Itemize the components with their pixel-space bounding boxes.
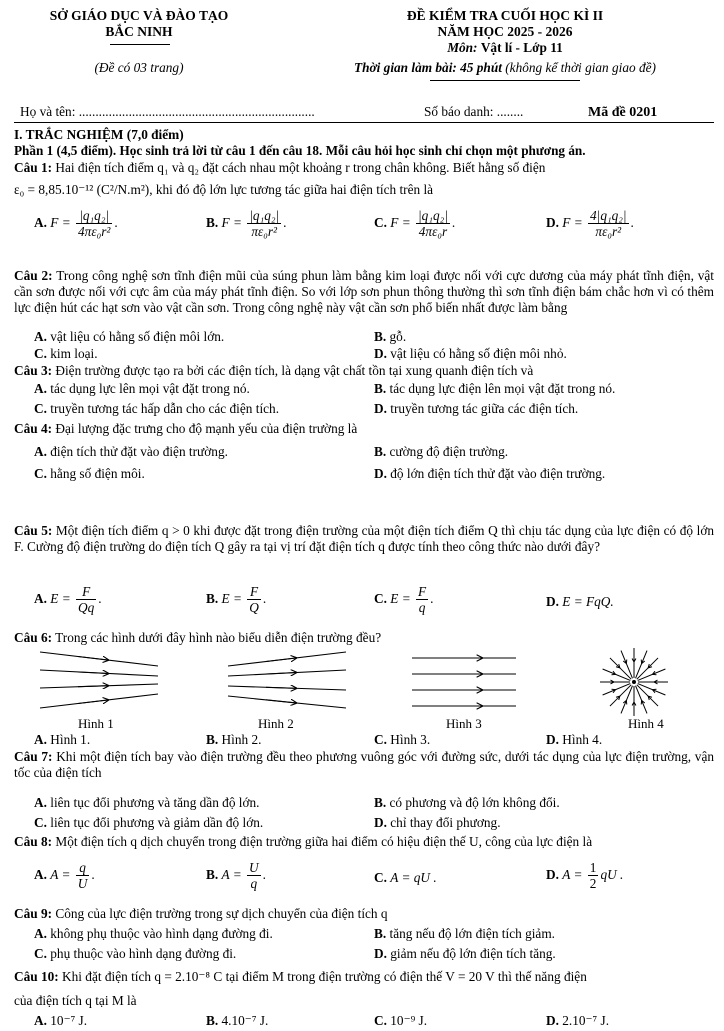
question-9	[14, 906, 714, 922]
q9-text: Công của lực điện trường trong sự dịch chuyển của điện tích q	[55, 906, 388, 921]
exam-code: Mã đề 0201	[588, 105, 658, 120]
q6-text: Trong các hình dưới đây hình nào biểu diễn điện trường đều?	[55, 630, 382, 645]
q2-option-b[interactable]: B. gỗ.	[374, 329, 407, 344]
q3-option-d[interactable]: D. truyền tương tác giữa các điện tích.	[374, 401, 579, 416]
page-count-note: (Đề có 03 trang)	[94, 60, 184, 75]
question-5	[14, 523, 714, 555]
q8-label: Câu 8:	[14, 834, 53, 849]
q6-option-a[interactable]: A. Hình 1.	[34, 732, 91, 747]
q2-option-a[interactable]: A. vật liệu có hằng số điện môi lớn.	[34, 329, 225, 344]
q9-option-d[interactable]: D. giảm nếu độ lớn điện tích tăng.	[374, 946, 556, 961]
q1-text: Hai điện tích điểm q₁ và q₂ đặt cách nhau một khoảng r trong chân không. Biết hằng số điện	[55, 160, 546, 175]
q7-option-c[interactable]: C. liên tục đổi phương và giảm dần độ lớn.	[34, 815, 264, 830]
q1-option-c[interactable]: C. F = $\frac{\text{|q₁q₂|}}{\text{4πε₀r}}$ .	[374, 208, 456, 240]
q7-option-a[interactable]: A. liên tục đổi phương và tăng dần độ lớn.	[34, 795, 260, 810]
figure-1[interactable]	[38, 648, 162, 714]
q9-option-c[interactable]: C. phụ thuộc vào hình dạng đường đi.	[34, 946, 237, 961]
time-line	[300, 60, 710, 76]
q6-option-c[interactable]: C. Hình 3.	[374, 732, 431, 747]
q10-label: Câu 10:	[14, 969, 59, 984]
q2-text: Trong công nghệ sơn tĩnh điện mũi của súng phun làm bằng kim loại được nối với cực dương của máy phát tĩnh điện, vật cần sơn được nối với cực âm của máy phát tĩnh điện. So với lớp sơn phun thông thường thì sơn tĩnh điện bám chắc hơn vì có thêm lực điện hút các hạt sơn vào vật cần sơn. Trong công nghệ này vật cần sơn phổ biến nhất được làm bằng	[14, 268, 715, 316]
student-name-field: Họ và tên: .......................................................................	[20, 104, 315, 119]
question-8	[14, 834, 714, 850]
q5-option-c[interactable]: C. E = $\frac{F}{q}$ .	[374, 584, 434, 616]
q1-option-b[interactable]: B. F = $\frac{\text{|q₁q₂|}}{\text{πε₀r²}}$ .	[206, 208, 287, 240]
q6-label: Câu 6:	[14, 630, 53, 645]
q8-option-a[interactable]: A. A = $\frac{q}{U}$ .	[34, 860, 95, 892]
q7-label: Câu 7:	[14, 749, 53, 764]
q10-option-b[interactable]: B. 4.10⁻⁷ J.	[206, 1013, 269, 1028]
q2-option-c[interactable]: C. kim loại.	[34, 346, 98, 361]
school-province: BẮC NINH	[105, 24, 173, 39]
q3-option-a[interactable]: A. tác dụng lực lên mọi vật đặt trong nó.	[34, 381, 250, 396]
question-4	[14, 421, 714, 437]
q7-option-b[interactable]: B. có phương và độ lớn không đổi.	[374, 795, 560, 810]
info-divider	[14, 122, 714, 123]
q5-option-a[interactable]: A. E = $\frac{F}{Qq}$ .	[34, 584, 102, 616]
q9-option-a[interactable]: A. không phụ thuộc vào hình dạng đường đi.	[34, 926, 273, 941]
q9-option-b[interactable]: B. tăng nếu độ lớn điện tích giảm.	[374, 926, 555, 941]
subject-line	[300, 40, 710, 56]
q9-label: Câu 9:	[14, 906, 53, 921]
figure-4-label: Hình 4	[628, 716, 664, 731]
q2-option-d[interactable]: D. vật liệu có hằng số điện môi nhỏ.	[374, 346, 567, 361]
subject-name: Vật lí - Lớp 11	[480, 40, 563, 55]
q5-text: Một điện tích điểm q > 0 khi được đặt trong điện trường của một điện tích điểm Q thì chịu tác dụng của lực điện có độ lớn F. Cường độ điện trường do điện tích Q gây ra tại vị trí đặt điện tích q được tính theo công thức nào dưới đây?	[14, 523, 714, 555]
question-2	[14, 268, 714, 317]
question-1	[14, 160, 714, 176]
q7-text: Khi một điện tích bay vào điện trường đều theo phương vuông góc với đường sức, dưới tác dụng của lực điện trường, vận tốc của điện tích	[14, 749, 715, 781]
q4-label: Câu 4:	[14, 421, 53, 436]
question-6	[14, 630, 714, 646]
q2-label: Câu 2:	[14, 268, 53, 283]
q5-label: Câu 5:	[14, 523, 53, 538]
figure-1-label: Hình 1	[78, 716, 114, 731]
figure-3-label: Hình 3	[446, 716, 482, 731]
student-id-field: Số báo danh: ........	[424, 104, 524, 119]
q6-option-b[interactable]: B. Hình 2.	[206, 732, 262, 747]
q10-option-c[interactable]: C. 10⁻⁹ J.	[374, 1013, 428, 1028]
q4-option-c[interactable]: C. hằng số điện môi.	[34, 466, 145, 481]
q4-option-d[interactable]: D. độ lớn điện tích thử đặt vào điện trường.	[374, 466, 606, 481]
part1-instruction: Phần 1 (4,5 điểm). Học sinh trả lời từ câu 1 đến câu 18. Mỗi câu hỏi học sinh chỉ chọn một phương án.	[14, 143, 586, 158]
q5-option-d[interactable]: D. E = FqQ.	[546, 594, 614, 609]
q6-option-d[interactable]: D. Hình 4.	[546, 732, 603, 747]
q4-option-a[interactable]: A. điện tích thử đặt vào điện trường.	[34, 444, 228, 459]
time-note: (không kể thời gian giao đề)	[505, 60, 656, 75]
q8-option-b[interactable]: B. A = $\frac{U}{q}$ .	[206, 860, 266, 892]
q1-constant: ε₀ = 8,85.10⁻¹² (C²/N.m²), khi đó độ lớn lực tương tác giữa hai điện tích trên là	[14, 182, 434, 197]
school-dept: SỞ GIÁO DỤC VÀ ĐÀO TẠO	[49, 8, 229, 23]
question-10	[14, 969, 714, 985]
question-7	[14, 749, 714, 781]
q10-option-d[interactable]: D. 2.10⁻⁷ J.	[546, 1013, 610, 1028]
time-label: Thời gian làm bài: 45 phút	[354, 60, 502, 75]
subject-label: Môn:	[447, 40, 478, 55]
q1-option-a[interactable]: A. F = $\frac{\text{|q₁q₂|}}{\text{4πε₀r²}}$ .	[34, 208, 118, 240]
figure-2[interactable]	[226, 648, 350, 714]
section-title: I. TRẮC NGHIỆM (7,0 điểm)	[14, 127, 184, 142]
q1-label: Câu 1:	[14, 160, 53, 175]
header-divider-left	[110, 44, 170, 45]
school-year: NĂM HỌC 2025 - 2026	[437, 24, 573, 39]
q8-option-d[interactable]: D. A = $\frac{1}{2}$ qU .	[546, 860, 624, 892]
q5-option-b[interactable]: B. E = $\frac{F}{Q}$ .	[206, 584, 267, 616]
q3-label: Câu 3:	[14, 363, 53, 378]
figure-3[interactable]	[410, 652, 520, 714]
header-divider-right	[430, 80, 580, 81]
q10-option-a[interactable]: A. 10⁻⁷ J.	[34, 1013, 88, 1028]
q3-option-b[interactable]: B. tác dụng lực điện lên mọi vật đặt trong nó.	[374, 381, 616, 396]
exam-title: ĐỀ KIỂM TRA CUỐI HỌC KÌ II	[406, 8, 604, 23]
q10-text: Khi đặt điện tích q = 2.10⁻⁸ C tại điểm M trong điện trường có điện thế V = 20 V thì thế năng điện	[62, 969, 587, 984]
q3-option-c[interactable]: C. truyền tương tác hấp dẫn cho các điện tích.	[34, 401, 280, 416]
q8-option-c[interactable]: C. A = qU .	[374, 870, 437, 885]
q8-text: Một điện tích q dịch chuyển trong điện trường giữa hai điểm có hiệu điện thế U, công của lực điện là	[55, 834, 593, 849]
figure-4[interactable]	[598, 646, 670, 718]
q7-option-d[interactable]: D. chỉ thay đổi phương.	[374, 815, 501, 830]
q10-text-2: của điện tích q tại M là	[14, 993, 137, 1008]
q4-text: Đại lượng đặc trưng cho độ mạnh yếu của điện trường là	[55, 421, 358, 436]
q3-text: Điện trường được tạo ra bởi các điện tích, là dạng vật chất tồn tại xung quanh điện tích và	[55, 363, 534, 378]
q1-option-d[interactable]: D. F = $\frac{\text{4|q₁q₂|}}{\text{πε₀r²}}$ .	[546, 208, 634, 240]
q4-option-b[interactable]: B. cường độ điện trường.	[374, 444, 509, 459]
question-3	[14, 363, 714, 379]
figure-2-label: Hình 2	[258, 716, 294, 731]
